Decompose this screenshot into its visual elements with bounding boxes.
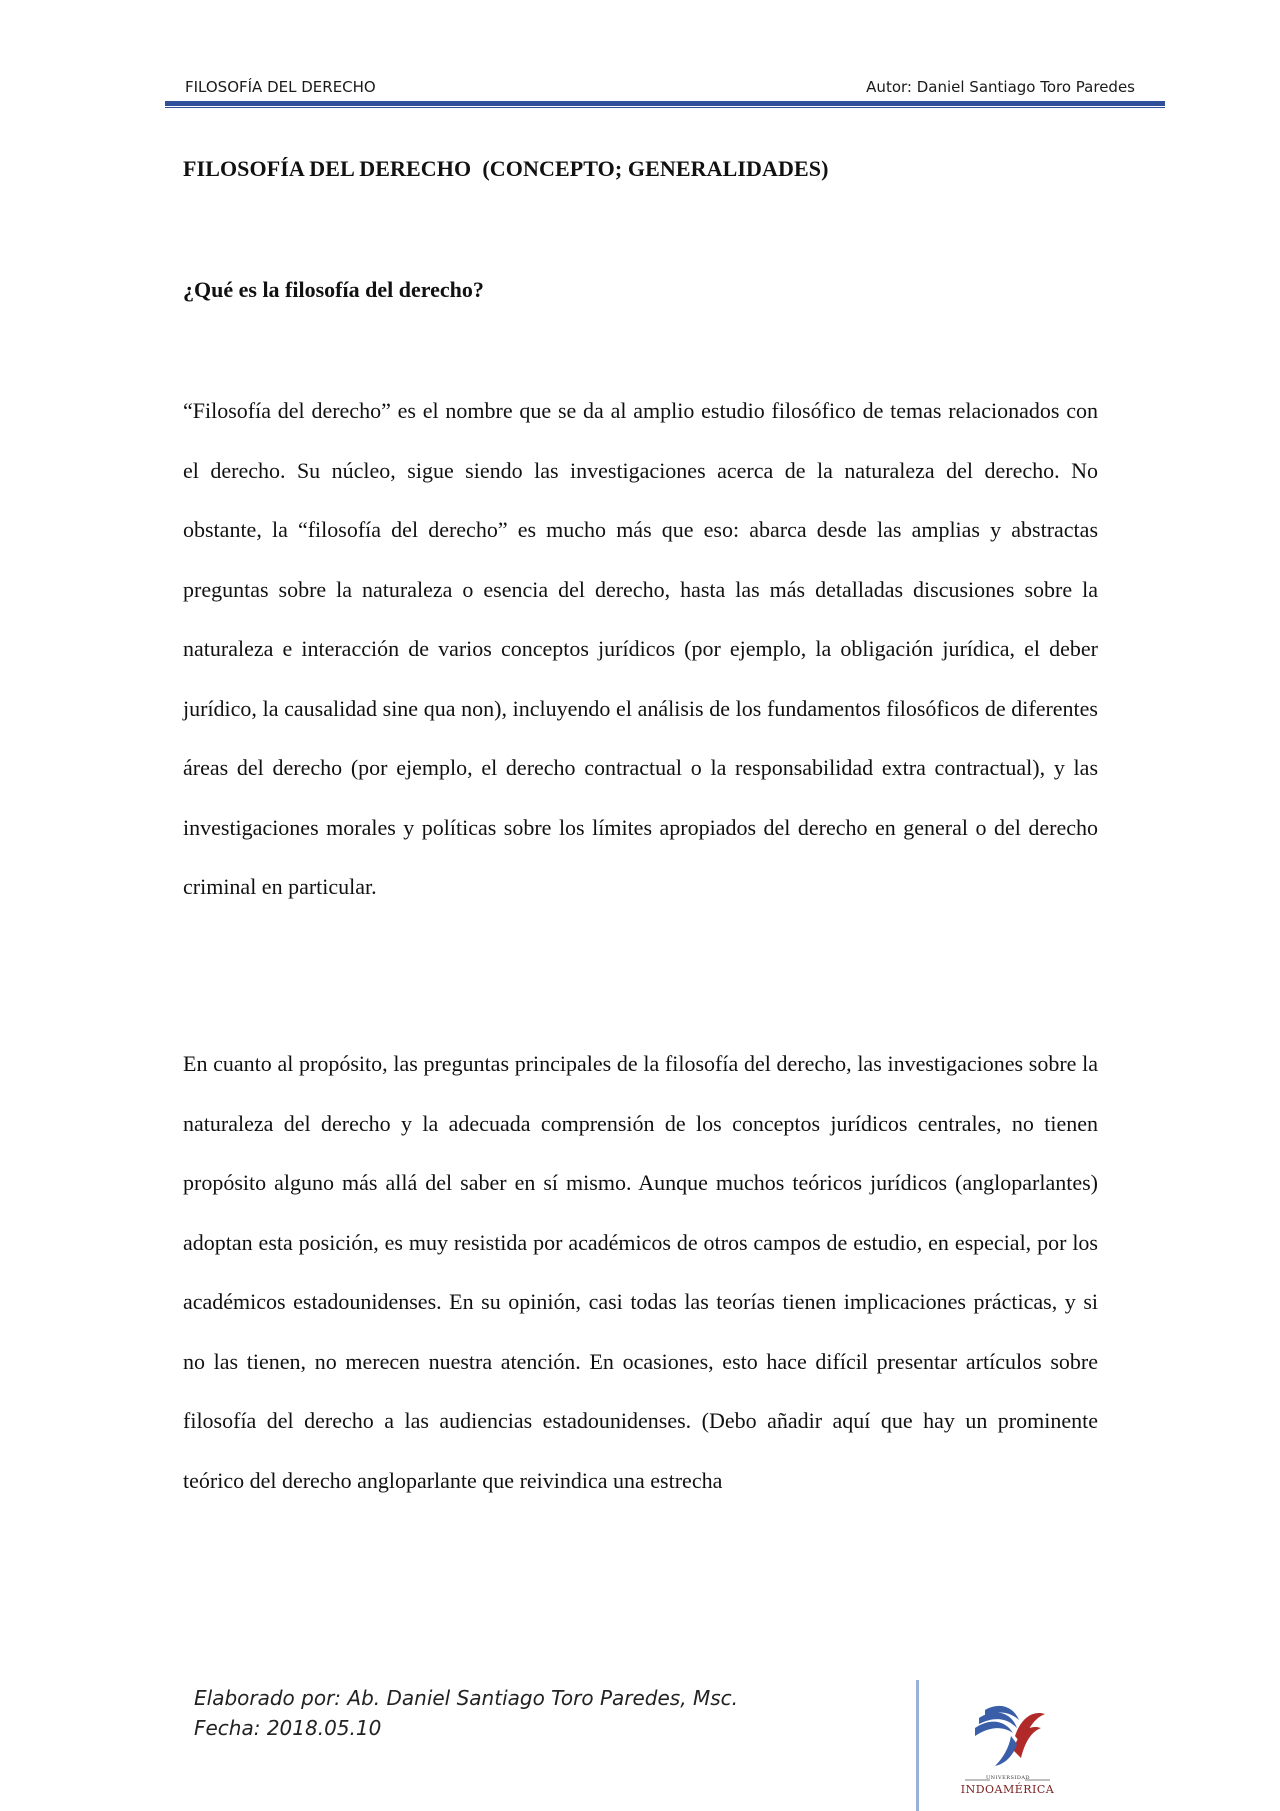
logo-small-text: UNIVERSIDAD bbox=[985, 1775, 1031, 1781]
footer-prepared-by: Elaborado por: Ab. Daniel Santiago Toro Paredes, Msc. bbox=[194, 1686, 738, 1710]
paragraph-1: “Filosofía del derecho” es el nombre que se da al amplio estudio filosófico de temas relacionados con el derecho. Su núcleo, sigue siendo las investigaciones acerca de la naturaleza del derecho. No obstante, la “filosofía del derecho” es mucho más que eso: abarca desde las amplias y abstractas preguntas sobre la naturaleza o esencia del derecho, hasta las más detalladas discusiones sobre la naturaleza e interacción de varios conceptos jurídicos (por ejemplo, la obligación jurídica, el deber jurídico, la causalidad sine qua non), incluyendo el análisis de los fundamentos filosóficos de diferentes áreas del derecho (por ejemplo, el derecho contractual o la responsabilidad extra contractual), y las investigaciones morales y políticas sobre los límites apropiados del derecho en general o del derecho criminal en particular. bbox=[183, 398, 1098, 899]
header-author: Autor: Daniel Santiago Toro Paredes bbox=[866, 78, 1135, 96]
header-rule-thin bbox=[165, 107, 1165, 108]
header-rule bbox=[165, 101, 1165, 106]
footer-date: Fecha: 2018.05.10 bbox=[194, 1716, 382, 1740]
section-question: ¿Qué es la filosofía del derecho? bbox=[183, 277, 484, 302]
logo-name-text: INDOAMÉRICA bbox=[960, 1783, 1055, 1796]
footer-credits bbox=[194, 1683, 738, 1743]
footer-divider bbox=[916, 1680, 919, 1811]
university-logo-icon bbox=[955, 1688, 1060, 1788]
header-left-title: FILOSOFÍA DEL DERECHO bbox=[185, 78, 376, 96]
paragraph-2: En cuanto al propósito, las preguntas principales de la filosofía del derecho, las investigaciones sobre la naturaleza del derecho y la adecuada comprensión de los conceptos jurídicos centrales, no tienen propósito alguno más allá del saber en sí mismo. Aunque muchos teóricos jurídicos (angloparlantes) adoptan esta posición, es muy resistida por académicos de otros campos de estudio, en especial, por los académicos estadounidenses. En su opinión, casi todas las teorías tienen implicaciones prácticas, y si no las tienen, no merecen nuestra atención. En ocasiones, esto hace difícil presentar artículos sobre filosofía del derecho a las audiencias estadounidenses. (Debo añadir aquí que hay un prominente teórico del derecho angloparlante que reivindica una estrecha bbox=[183, 1051, 1098, 1493]
document-title: FILOSOFÍA DEL DERECHO (CONCEPTO; GENERALIDADES) bbox=[183, 156, 829, 181]
